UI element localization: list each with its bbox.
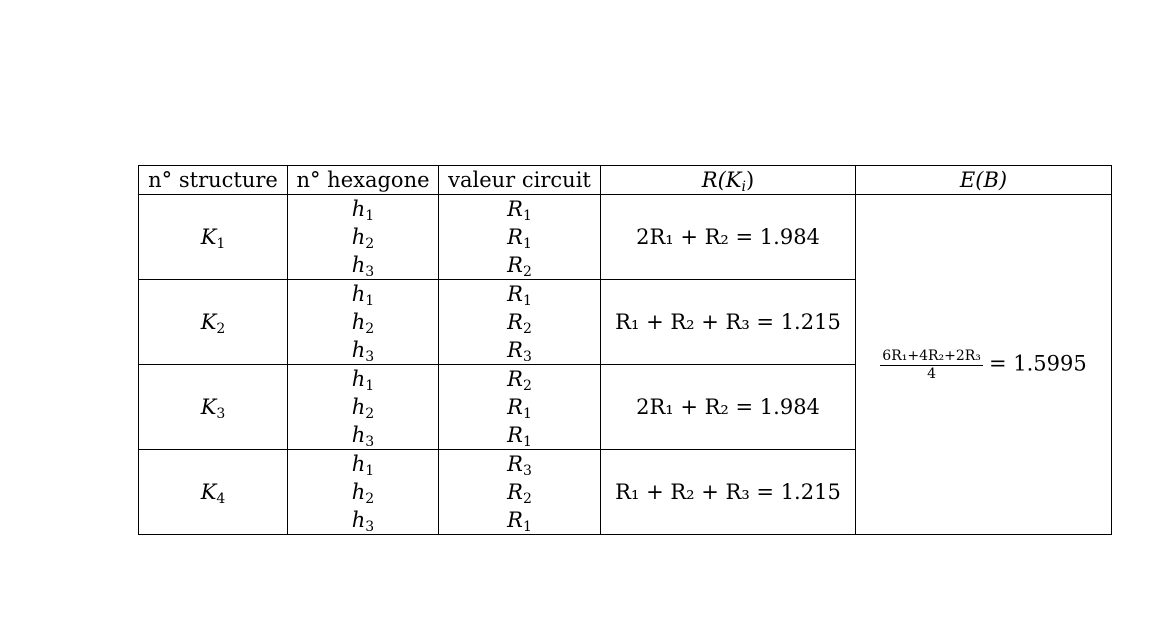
- header-row: [139, 166, 1112, 195]
- circuit-cell: [439, 280, 601, 365]
- circuit-item: $R_3$: [507, 452, 532, 479]
- circuit-item: $R_1$: [507, 225, 532, 252]
- structure-cell: [139, 280, 288, 365]
- hexagone-item: $h_1$: [351, 367, 375, 394]
- r-ki-value: R₁ + R₂ + R₃ = 1.215: [601, 280, 856, 365]
- e-b-numerator: 6R₁+4R₂+2R₃: [882, 347, 981, 364]
- hexagone-item: $h_3$: [351, 338, 375, 365]
- structure-cell: [139, 195, 288, 280]
- circuit-item: $R_3$: [507, 338, 532, 365]
- header-e-b: [856, 166, 1112, 195]
- circuit-item: $R_1$: [507, 395, 532, 422]
- circuit-cell: [439, 195, 601, 280]
- circuit-cell: [439, 450, 601, 535]
- table-body: [139, 195, 1112, 535]
- header-r-label: R(K: [701, 168, 742, 192]
- circuit-item: $R_1$: [507, 197, 532, 224]
- hexagone-item: $h_3$: [351, 423, 375, 450]
- circuit-item: $R_2$: [507, 367, 532, 394]
- hexagone-cell: [288, 365, 439, 450]
- header-circuit: valeur circuit: [439, 166, 601, 195]
- structure-sub: 4: [216, 491, 226, 507]
- structure-label: K: [200, 225, 217, 249]
- circuit-item: $R_1$: [507, 423, 532, 450]
- table-row: [139, 195, 1112, 280]
- circuit-item: $R_2$: [507, 310, 532, 337]
- structure-label: K: [200, 395, 217, 419]
- circuit-cell: [439, 365, 601, 450]
- hexagone-cell: [288, 450, 439, 535]
- circuit-item: $R_1$: [507, 282, 532, 309]
- header-e-label: E(B): [959, 168, 1008, 192]
- header-hexagone: n° hexagone: [288, 166, 439, 195]
- hexagone-item: $h_3$: [351, 253, 375, 280]
- structure-label: K: [200, 480, 217, 504]
- hexagone-item: $h_1$: [351, 197, 375, 224]
- structure-sub: 1: [216, 236, 226, 252]
- structure-cell: [139, 365, 288, 450]
- header-r-sub: i: [741, 179, 746, 195]
- hexagone-cell: [288, 280, 439, 365]
- structure-cell: [139, 450, 288, 535]
- hexagone-item: $h_2$: [351, 395, 375, 422]
- r-ki-value: 2R₁ + R₂ = 1.984: [601, 195, 856, 280]
- e-b-denominator: 4: [927, 365, 937, 382]
- hexagone-item: $h_1$: [351, 452, 375, 479]
- hexagone-item: $h_2$: [351, 310, 375, 337]
- circuit-item: $R_2$: [507, 253, 532, 280]
- header-r-ki: [601, 166, 856, 195]
- hexagone-item: $h_3$: [351, 508, 375, 535]
- structure-sub: 3: [216, 406, 226, 422]
- circuit-item: $R_1$: [507, 508, 532, 535]
- r-ki-value: R₁ + R₂ + R₃ = 1.215: [601, 450, 856, 535]
- r-ki-value: 2R₁ + R₂ = 1.984: [601, 365, 856, 450]
- hexagone-item: $h_1$: [351, 282, 375, 309]
- results-table: [138, 165, 1112, 535]
- circuit-item: $R_2$: [507, 480, 532, 507]
- hexagone-cell: [288, 195, 439, 280]
- e-b-value: [856, 195, 1112, 535]
- hexagone-item: $h_2$: [351, 480, 375, 507]
- hexagone-item: $h_2$: [351, 225, 375, 252]
- structure-sub: 2: [216, 321, 226, 337]
- e-b-fraction: [880, 348, 983, 382]
- header-r-close: ): [745, 168, 755, 192]
- header-structure: n° structure: [139, 166, 288, 195]
- structure-label: K: [200, 310, 217, 334]
- e-b-result: = 1.5995: [988, 351, 1087, 375]
